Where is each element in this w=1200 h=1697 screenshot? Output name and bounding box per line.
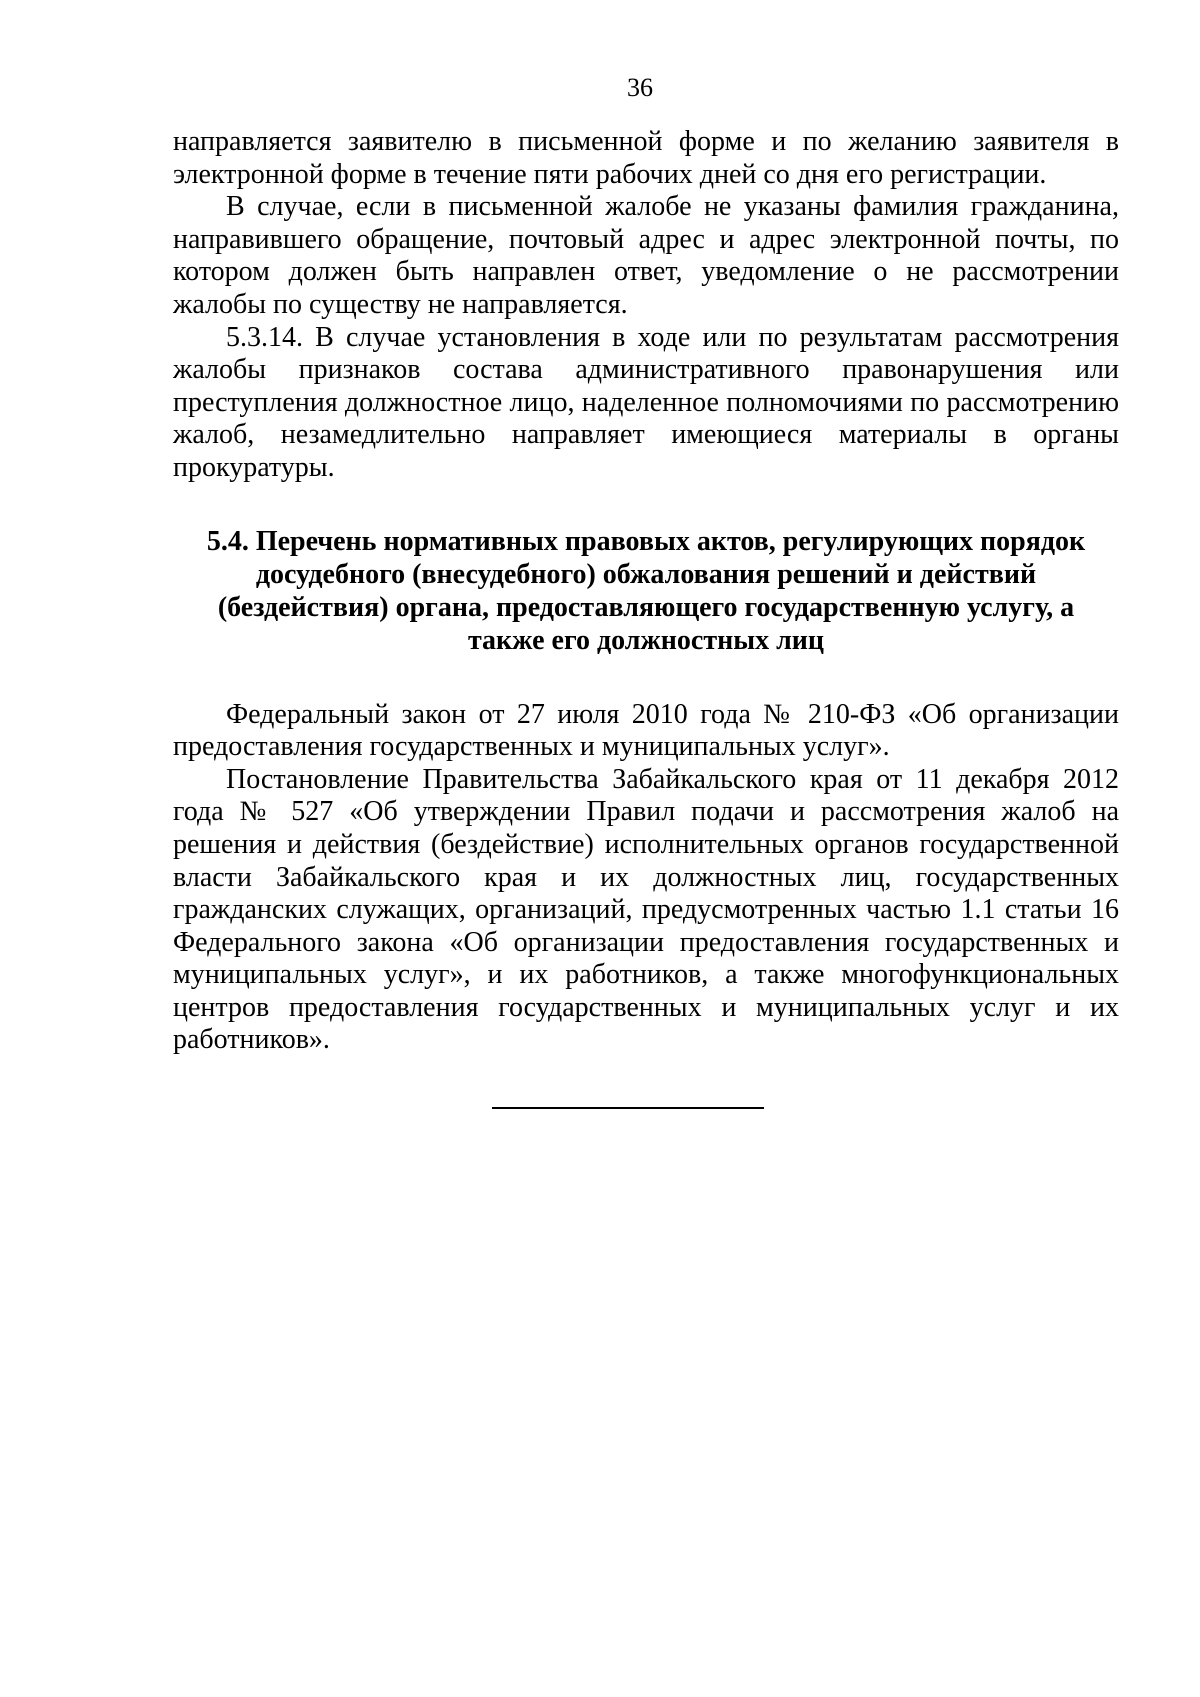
document-body (173, 126, 1119, 1057)
paragraph: 5.3.14. В случае установления в ходе или по результатам рассмотрения жалобы признаков состава административного правонарушения или преступления должностное лицо, наделенное полномочиями по рассмотрению жалоб, незамедлительно направляет имеющиеся материалы в органы прокуратуры. (173, 321, 1119, 483)
end-of-text-rule (492, 1107, 764, 1109)
spacer (173, 657, 1119, 699)
paragraph: Федеральный закон от 27 июля 2010 года № 210-ФЗ «Об организации предоставления государственных и муниципальных услуг». (173, 698, 1119, 763)
section-heading: 5.4. Перечень нормативных правовых актов, регулирующих порядок досудебного (внесудебного) обжалования решений и действий (бездействия) органа, предоставляющего государственную услугу, а также его должностных лиц (206, 525, 1086, 656)
page-number: 36 (627, 73, 653, 102)
paragraph: направляется заявителю в письменной форме и по желанию заявителя в электронной форме в течение пяти рабочих дней со дня его регистрации. (173, 126, 1119, 190)
paragraph: Постановление Правительства Забайкальского края от 11 декабря 2012 года № 527 «Об утверждении Правил подачи и рассмотрения жалоб на решения и действия (бездействие) исполнительных органов государственной власти Забайкальского края и их должностных лиц, государственных гражданских служащих, организаций, предусмотренных частью 1.1 статьи 16 Федерального закона «Об организации предоставления государственных и муниципальных услуг», и их работников, а также многофункциональных центров предоставления государственных и муниципальных услуг и их работников». (173, 763, 1119, 1056)
paragraph: В случае, если в письменной жалобе не указаны фамилия гражданина, направившего обращение, почтовый адрес и адрес электронной почты, по котором должен быть направлен ответ, уведомление о не рассмотрении жалобы по существу не направляется. (173, 191, 1119, 320)
